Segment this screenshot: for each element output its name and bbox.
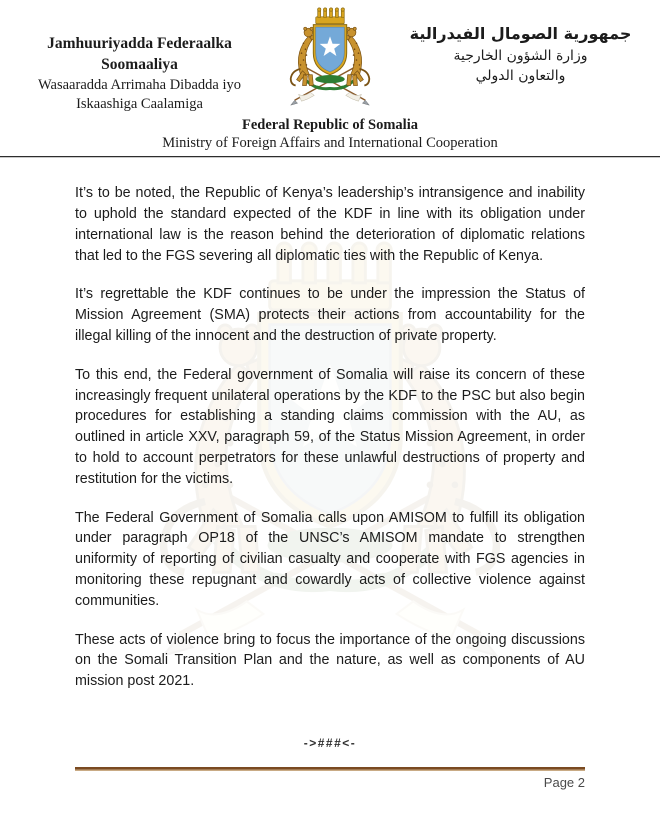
end-of-document-marker: ->###<-	[303, 735, 357, 750]
body-paragraph: The Federal Government of Somalia calls upon AMISOM to fulfill its obligation under paragraph OP18 of the UNSC’s AMISOM mandate to strengthen uniformity of reporting of civilian casualty and cooperate with FGS agencies in monitoring these repugnant and cowardly acts of collective violence against communities.	[75, 509, 585, 609]
body-paragraph: It’s to be noted, the Republic of Kenya’s leadership’s intransigence and inability to uphold the standard expected of the KDF in line with its obligation under international law is the reason behind the deterioration of diplomatic relations that led to the FGS severing all diplomatic ties with the Republic of Kenya.	[75, 185, 585, 264]
somali-title: Jamhuuriyadda Federaalka Soomaaliya	[47, 35, 232, 73]
document-body	[0, 158, 660, 750]
body-paragraph: These acts of violence bring to focus the importance of the ongoing discussions on the Somali Transition Plan and the nature, as well as components of AU mission post 2021.	[75, 631, 585, 690]
arabic-ministry-line1: وزارة الشؤون الخارجية	[453, 48, 588, 64]
letterhead	[0, 0, 660, 158]
body-paragraph: To this end, the Federal government of Somalia will raise its concern of these increasingly frequent unilateral operations by the KDF to the PSC but also begin procedures for establishing a standing claims commission with the AU, as outlined in article XXV, paragraph 59, of the Status Mission Agreement, in order to hold to account perpetrators for these unlawful destructions of property and restitution for the victims.	[75, 366, 585, 487]
letterhead-arabic-block	[391, 22, 650, 87]
arabic-title: جمهورية الصومال الفيدرالية	[409, 24, 632, 43]
arabic-ministry-line2: والتعاون الدولي	[475, 68, 566, 85]
page-number: Page 2	[543, 775, 585, 790]
letterhead-somali-block	[10, 34, 269, 115]
somali-ministry-line2: Iskaashiga Caalamiga	[76, 96, 203, 113]
english-title: Federal Republic of Somalia	[241, 116, 418, 133]
somalia-coat-of-arms-icon	[271, 6, 389, 114]
english-subtitle: Ministry of Foreign Affairs and International Cooperation	[162, 135, 498, 152]
header-divider	[0, 156, 660, 158]
somali-ministry-line1: Wasaaradda Arrimaha Dibadda iyo	[38, 76, 241, 93]
body-paragraph: It’s regrettable the KDF continues to be under the impression the Status of Mission Agreement (SMA) protects their actions from accountability for the illegal killing of the innocent and the destruction of private property.	[75, 286, 585, 344]
footer-divider	[75, 767, 585, 771]
